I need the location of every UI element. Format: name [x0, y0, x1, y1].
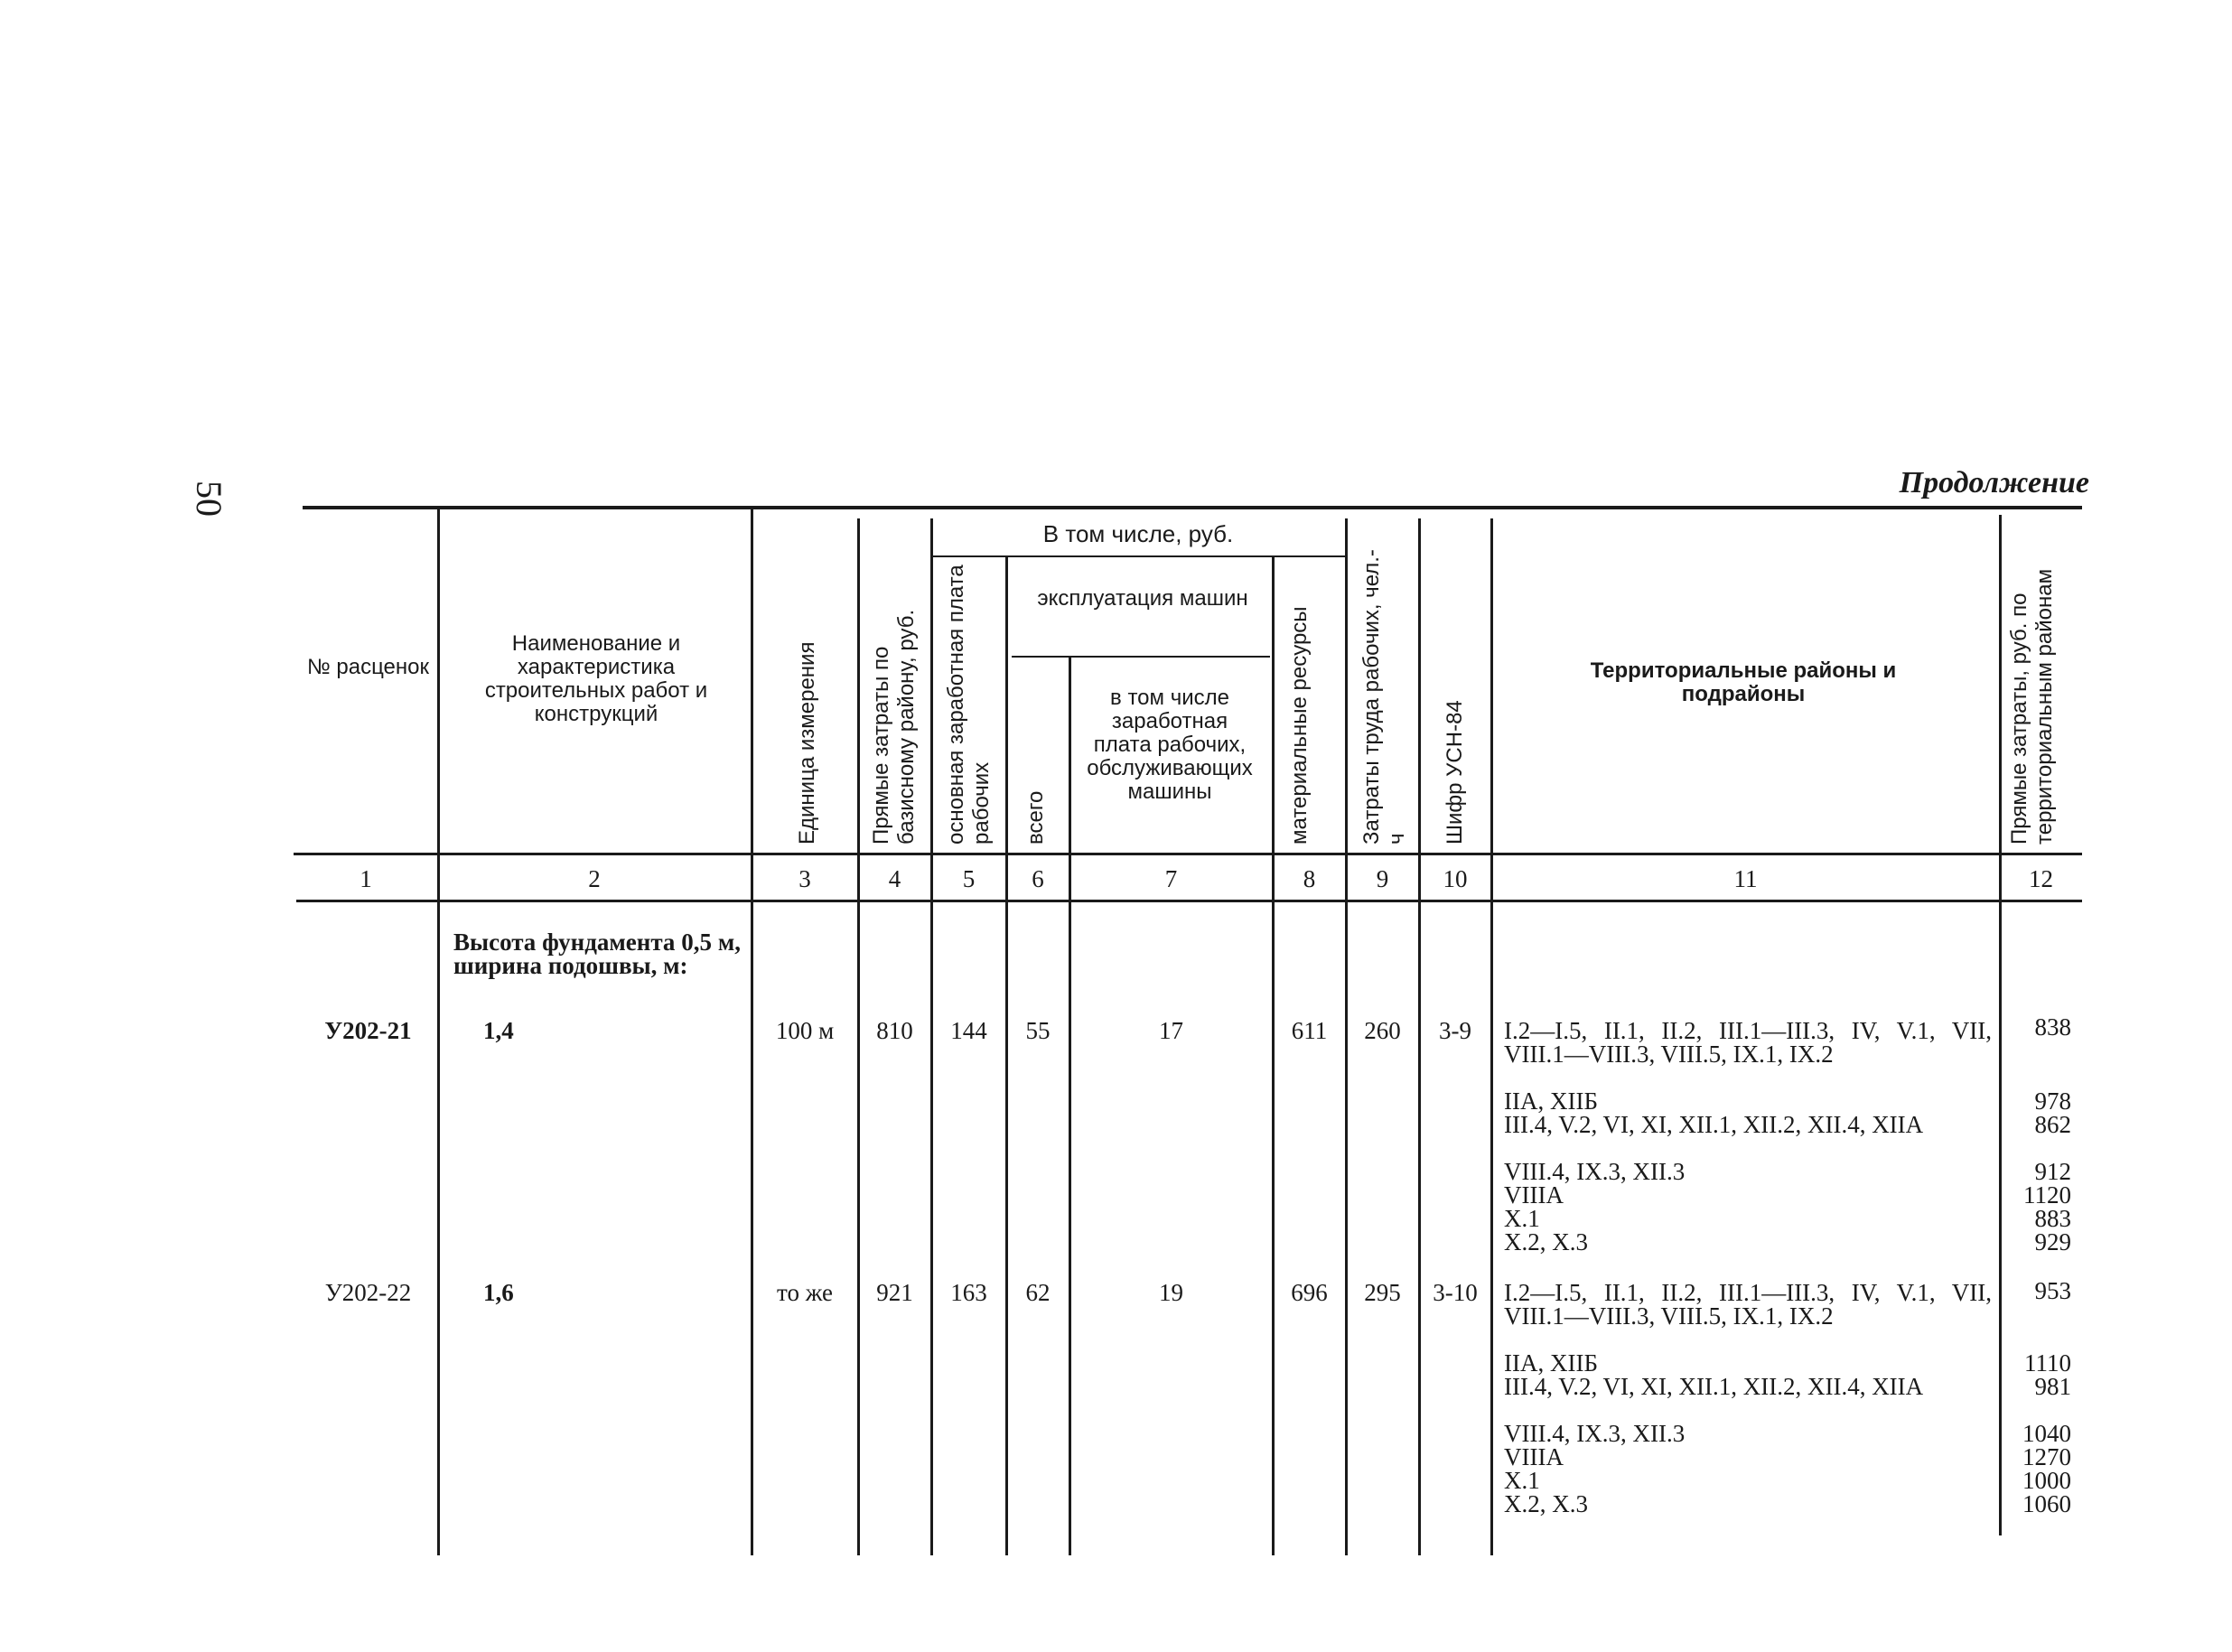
col-rule [1490, 518, 1493, 1555]
row-machine-wage: 17 [1159, 1017, 1183, 1044]
table-top-rule [303, 506, 2082, 509]
col-number: 12 [2029, 865, 2053, 892]
col-rule [751, 508, 753, 1555]
col-rule [857, 518, 860, 1555]
col-number: 5 [962, 865, 976, 892]
header-labor: Затраты труда рабочих, чел.-ч [1359, 549, 1409, 845]
col-rule [1999, 515, 2002, 1535]
district-value: 1110 [2024, 1349, 2071, 1377]
col-number: 2 [588, 865, 601, 892]
section-title: Высота фундамента 0,5 м, ширина подошвы, м: [453, 929, 741, 979]
col-number: 1 [360, 865, 372, 892]
header-code: № расценок [306, 655, 430, 679]
district-name: VIIIA [1504, 1443, 1564, 1470]
district-value: 978 [2034, 1087, 2071, 1115]
col-number: 8 [1303, 865, 1316, 892]
district-name: X.1 [1504, 1205, 1540, 1232]
col-rule [1272, 557, 1275, 1555]
row-base-wage: 163 [950, 1279, 987, 1306]
header-machine-wage: в том числе заработная плата рабочих, обслуживающих машины [1087, 686, 1253, 804]
district-value: 912 [2034, 1158, 2071, 1185]
row-materials: 611 [1291, 1017, 1328, 1044]
header-district-costs: Прямые затраты, руб. по территориальным районам [2007, 568, 2057, 845]
row-name: 1,6 [483, 1279, 514, 1306]
header-machines-total: всего [1023, 790, 1048, 845]
header-base-wage: основная заработная плата рабочих [944, 565, 994, 845]
row-code: У202-22 [324, 1279, 412, 1306]
header-bottom-rule [294, 853, 2082, 855]
district-value: 1060 [2022, 1490, 2071, 1517]
col-number: 3 [798, 865, 811, 892]
district-name: I.2—I.5, II.1, II.2, III.1—III.3, IV, V.1, VII, VIII.1—VIII.3, VIII.5, IX.1, IX.2 [1504, 1017, 1992, 1068]
row-direct-costs: 810 [876, 1017, 913, 1044]
col-number: 6 [1032, 865, 1044, 892]
district-name: III.4, V.2, VI, XI, XII.1, XII.2, XII.4, XIIA [1504, 1373, 1924, 1400]
col-number: 9 [1376, 865, 1389, 892]
row-cipher: 3-10 [1433, 1279, 1478, 1306]
row-cipher: 3-9 [1439, 1017, 1471, 1044]
continuation-label: Продолжение [1899, 466, 2089, 499]
district-name: IIA, XIIБ [1504, 1087, 1598, 1115]
row-labor: 260 [1364, 1017, 1401, 1044]
district-name: IIA, XIIБ [1504, 1349, 1598, 1377]
row-unit: 100 м [775, 1017, 835, 1044]
header-group-machines: эксплуатация машин [1037, 586, 1248, 611]
row-machines-total: 62 [1025, 1279, 1051, 1306]
district-value: 883 [2034, 1205, 2071, 1232]
header-direct-costs: Прямые затраты по базисному району, руб. [869, 609, 919, 845]
header-group-included: В том числе, руб. [1042, 520, 1234, 547]
district-name: X.2, X.3 [1504, 1228, 1588, 1255]
district-value: 1120 [2023, 1181, 2071, 1209]
col-number: 10 [1443, 865, 1468, 892]
row-machines-total: 55 [1025, 1017, 1051, 1044]
col-rule [437, 508, 440, 1555]
group-rule-included [932, 555, 1346, 557]
header-work-name: Наименование и характеристика строительных работ и конструкций [484, 631, 708, 726]
header-materials: материальные ресурсы [1287, 606, 1312, 845]
district-value: 862 [2034, 1111, 2071, 1138]
header-cipher: Шифр УСН-84 [1443, 700, 1467, 845]
col-number: 11 [1733, 865, 1758, 892]
row-materials: 696 [1291, 1279, 1328, 1306]
row-name: 1,4 [483, 1017, 514, 1044]
col-rule [1005, 557, 1008, 1555]
row-unit: то же [777, 1279, 833, 1306]
district-name: I.2—I.5, II.1, II.2, III.1—III.3, IV, V.1, VII, VIII.1—VIII.3, VIII.5, IX.1, IX.2 [1504, 1279, 1992, 1330]
col-rule [930, 518, 933, 1555]
row-direct-costs: 921 [876, 1279, 913, 1306]
district-value: 1270 [2022, 1443, 2071, 1470]
page-number: 50 [189, 481, 229, 517]
row-base-wage: 144 [950, 1017, 987, 1044]
col-rule [1345, 518, 1348, 1555]
col-rule [1418, 518, 1421, 1555]
row-machine-wage: 19 [1159, 1279, 1183, 1306]
district-name: X.2, X.3 [1504, 1490, 1588, 1517]
district-value: 953 [2034, 1277, 2071, 1304]
row-code: У202-21 [324, 1017, 412, 1044]
district-value: 929 [2034, 1228, 2071, 1255]
header-districts: Территориальные районы и подрайоны [1590, 658, 1897, 706]
numbers-bottom-rule [296, 900, 2082, 902]
district-value: 838 [2034, 1013, 2071, 1041]
district-name: III.4, V.2, VI, XI, XII.1, XII.2, XII.4, XIIA [1504, 1111, 1924, 1138]
district-value: 981 [2034, 1373, 2071, 1400]
district-value: 1040 [2022, 1420, 2071, 1447]
group-rule-machines [1012, 656, 1270, 658]
district-value: 1000 [2022, 1467, 2071, 1494]
col-number: 7 [1164, 865, 1178, 892]
district-name: X.1 [1504, 1467, 1540, 1494]
row-labor: 295 [1364, 1279, 1401, 1306]
col-number: 4 [888, 865, 901, 892]
header-unit: Единица измерения [795, 641, 819, 845]
district-name: VIIIA [1504, 1181, 1564, 1209]
district-name: VIII.4, IX.3, XII.3 [1504, 1420, 1686, 1447]
col-rule [1069, 658, 1071, 1555]
district-name: VIII.4, IX.3, XII.3 [1504, 1158, 1686, 1185]
